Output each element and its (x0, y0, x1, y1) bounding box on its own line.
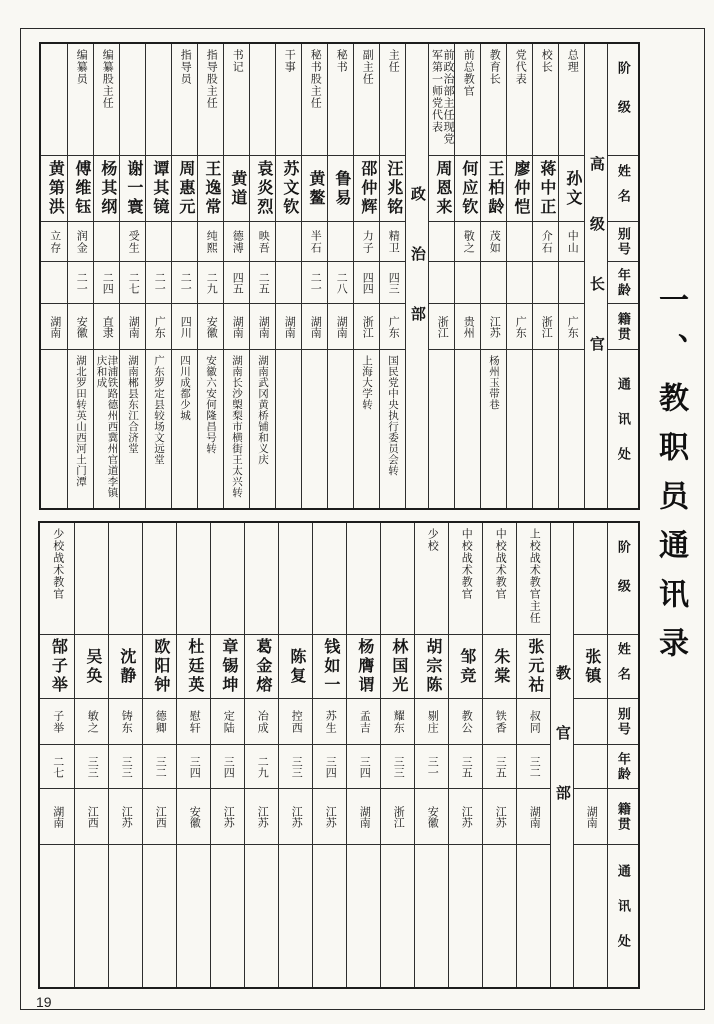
cell-age: 三四 (347, 745, 380, 789)
cell-rank (109, 523, 142, 635)
cell-alias (328, 222, 353, 262)
cell-alias (276, 222, 301, 262)
cell-alias: 敬之 (455, 222, 480, 262)
cell-native: 浙江 (533, 304, 558, 350)
cell-name: 欧阳钟 (143, 635, 176, 699)
cell-address: 广东罗定县较场文远堂 (153, 355, 166, 465)
cell-name: 廖仲恺 (507, 156, 532, 222)
cell-alias: 茂如 (481, 222, 506, 262)
cell-rank (75, 523, 108, 635)
cell-address (276, 350, 301, 508)
row-header-name: 姓名 (608, 156, 638, 222)
row-header-alias: 别号 (608, 222, 638, 262)
cell-rank: 书记 (224, 44, 249, 156)
cell-rank (143, 523, 176, 635)
cell-address (429, 350, 454, 508)
cell-alias (94, 222, 119, 262)
row-header-native: 籍贯 (608, 789, 638, 845)
cell-name: 杨膺谓 (347, 635, 380, 699)
cell-name: 葛金熔 (245, 635, 278, 699)
section-label: 高级长官 (587, 156, 605, 396)
cell-age: 二一 (172, 262, 197, 304)
cell-address: 杨州玉带巷 (488, 355, 501, 410)
cell-name: 张镇 (574, 635, 607, 699)
cell-alias: 润金 (68, 222, 93, 262)
cell-address: 四川成都少城 (179, 355, 192, 421)
cell-alias: 半石 (302, 222, 327, 262)
cell-alias: 映吾 (250, 222, 275, 262)
cell-age (429, 262, 454, 304)
cell-native: 江西 (75, 789, 108, 845)
cell-address (517, 845, 550, 987)
cell-name: 王柏龄 (481, 156, 506, 222)
cell-age (533, 262, 558, 304)
cell-age: 三二 (143, 745, 176, 789)
person-column (380, 523, 414, 987)
cell-rank: 秘书 (328, 44, 353, 156)
person-column (312, 523, 346, 987)
cell-address (347, 845, 380, 987)
cell-rank (347, 523, 380, 635)
cell-name: 蒋中正 (533, 156, 558, 222)
person-column (482, 523, 516, 987)
cell-name: 何应钦 (455, 156, 480, 222)
cell-native: 浙江 (381, 789, 414, 845)
cell-age: 三三 (109, 745, 142, 789)
cell-alias (429, 222, 454, 262)
cell-native: 江苏 (313, 789, 346, 845)
cell-rank: 前政治部主任现党军第一师党代表 (429, 44, 454, 156)
cell-native: 湖南 (40, 789, 74, 845)
cell-alias: 力子 (354, 222, 379, 262)
cell-address (211, 845, 244, 987)
cell-age: 三四 (211, 745, 244, 789)
cell-name: 胡宗陈 (415, 635, 448, 699)
cell-rank (313, 523, 346, 635)
cell-native: 湖南 (224, 304, 249, 350)
cell-alias (172, 222, 197, 262)
person-column (428, 44, 454, 508)
cell-name: 杨其纲 (94, 156, 119, 222)
cell-alias: 铁香 (483, 699, 516, 745)
cell-native: 湖南 (328, 304, 353, 350)
cell-age: 二七 (40, 745, 74, 789)
cell-native: 广东 (559, 304, 584, 350)
section-divider (550, 523, 573, 987)
cell-rank: 上校战术教官主任 (517, 523, 550, 635)
cell-name: 张元祜 (517, 635, 550, 699)
row-header-column (607, 523, 638, 987)
person-column (353, 44, 379, 508)
cell-alias: 中山 (559, 222, 584, 262)
cell-name: 苏文钦 (276, 156, 301, 222)
table-top (39, 42, 640, 510)
cell-native: 浙江 (354, 304, 379, 350)
cell-name: 邵仲辉 (354, 156, 379, 222)
cell-address: 津浦铁路德州西冀州官道李镇庆和成 (95, 355, 119, 498)
person-column (176, 523, 210, 987)
person-column (532, 44, 558, 508)
cell-alias: 苏生 (313, 699, 346, 745)
cell-alias: 控西 (279, 699, 312, 745)
cell-alias: 定陆 (211, 699, 244, 745)
cell-age: 三五 (449, 745, 482, 789)
cell-age (481, 262, 506, 304)
cell-address (40, 845, 74, 987)
cell-address: 安徽六安何隆昌号转 (205, 355, 218, 454)
cell-rank: 秘书股主任 (302, 44, 327, 156)
row-header-rank: 阶级 (608, 523, 638, 635)
person-column (108, 523, 142, 987)
cell-rank: 主任 (380, 44, 405, 156)
cell-alias: 剔庄 (415, 699, 448, 745)
cell-address (381, 845, 414, 987)
person-column (41, 44, 67, 508)
cell-name: 谢一寰 (120, 156, 145, 222)
cell-age: 三三 (279, 745, 312, 789)
cell-name: 沈静 (109, 635, 142, 699)
person-column (40, 523, 74, 987)
cell-rank (146, 44, 171, 156)
cell-address (507, 350, 532, 508)
cell-name: 郜子举 (40, 635, 74, 699)
cell-address (75, 845, 108, 987)
cell-alias: 立存 (41, 222, 67, 262)
person-column (346, 523, 380, 987)
cell-rank (177, 523, 210, 635)
cell-address (313, 845, 346, 987)
cell-native: 湖南 (517, 789, 550, 845)
cell-native: 江苏 (245, 789, 278, 845)
cell-age: 四四 (354, 262, 379, 304)
person-column (244, 523, 278, 987)
margin-section-title: 一、教职员通讯录 (654, 284, 687, 676)
cell-rank (279, 523, 312, 635)
person-column (278, 523, 312, 987)
cell-rank: 总理 (559, 44, 584, 156)
cell-age: 二一 (68, 262, 93, 304)
cell-age: 三四 (313, 745, 346, 789)
cell-rank: 党代表 (507, 44, 532, 156)
cell-age (455, 262, 480, 304)
cell-native: 贵州 (455, 304, 480, 350)
table-bottom (38, 521, 640, 989)
cell-alias: 耀东 (381, 699, 414, 745)
person-column (93, 44, 119, 508)
cell-rank: 少校战术教官 (40, 523, 74, 635)
cell-native: 广东 (380, 304, 405, 350)
cell-rank: 编纂股主任 (94, 44, 119, 156)
cell-alias: 子举 (40, 699, 74, 745)
cell-name: 鲁易 (328, 156, 353, 222)
cell-alias (146, 222, 171, 262)
cell-native: 江苏 (483, 789, 516, 845)
cell-age (559, 262, 584, 304)
cell-address (302, 350, 327, 508)
cell-native: 湖南 (347, 789, 380, 845)
cell-address (41, 350, 67, 508)
cell-name: 黄鳌 (302, 156, 327, 222)
cell-rank (574, 523, 607, 635)
cell-alias: 铸东 (109, 699, 142, 745)
cell-native: 四川 (172, 304, 197, 350)
cell-native: 江苏 (449, 789, 482, 845)
cell-name: 周恩来 (429, 156, 454, 222)
person-column (74, 523, 108, 987)
cell-native: 江苏 (481, 304, 506, 350)
cell-alias (507, 222, 532, 262)
person-column (454, 44, 480, 508)
cell-rank: 指导员 (172, 44, 197, 156)
cell-native: 安徽 (198, 304, 223, 350)
person-column (516, 523, 550, 987)
cell-native: 安徽 (177, 789, 210, 845)
row-header-age: 年龄 (608, 745, 638, 789)
page-number: 19 (36, 994, 52, 1010)
cell-age (574, 745, 607, 789)
cell-alias: 德卿 (143, 699, 176, 745)
cell-name: 杜廷英 (177, 635, 210, 699)
cell-name: 林国光 (381, 635, 414, 699)
cell-name: 章锡坤 (211, 635, 244, 699)
cell-address (574, 845, 607, 987)
section-divider (405, 44, 428, 508)
cell-age: 二九 (245, 745, 278, 789)
cell-age: 三三 (75, 745, 108, 789)
section-label: 政治部 (408, 186, 426, 366)
person-column (558, 44, 584, 508)
cell-rank: 编纂员 (68, 44, 93, 156)
cell-rank (41, 44, 67, 156)
cell-name: 王逸常 (198, 156, 223, 222)
cell-alias: 慰轩 (177, 699, 210, 745)
cell-rank: 教育长 (481, 44, 506, 156)
person-column (480, 44, 506, 508)
cell-address (449, 845, 482, 987)
cell-age: 二一 (146, 262, 171, 304)
cell-age: 二五 (250, 262, 275, 304)
cell-name: 傅维钰 (68, 156, 93, 222)
cell-address: 湖南武冈黄桥铺和义庆 (257, 355, 270, 465)
cell-address: 上海大学转 (361, 355, 374, 410)
cell-rank (381, 523, 414, 635)
cell-name: 吴奂 (75, 635, 108, 699)
cell-address (328, 350, 353, 508)
row-header-address: 通讯处 (615, 376, 631, 482)
cell-age: 三三 (381, 745, 414, 789)
cell-name: 钱如一 (313, 635, 346, 699)
cell-age: 二一 (302, 262, 327, 304)
cell-address (279, 845, 312, 987)
row-header-address: 通讯处 (615, 863, 631, 969)
cell-age: 二八 (328, 262, 353, 304)
cell-native: 湖南 (120, 304, 145, 350)
cell-age: 四三 (380, 262, 405, 304)
cell-age: 二九 (198, 262, 223, 304)
person-column (119, 44, 145, 508)
row-header-native: 籍贯 (608, 304, 638, 350)
cell-name: 陈复 (279, 635, 312, 699)
cell-age (507, 262, 532, 304)
cell-rank: 副主任 (354, 44, 379, 156)
cell-age: 三一 (415, 745, 448, 789)
cell-address (533, 350, 558, 508)
cell-alias: 孟吉 (347, 699, 380, 745)
cell-address (143, 845, 176, 987)
cell-rank: 干事 (276, 44, 301, 156)
cell-name: 黄第洪 (41, 156, 67, 222)
cell-address (245, 845, 278, 987)
row-header-column (607, 44, 638, 508)
cell-rank: 前总教官 (455, 44, 480, 156)
cell-alias: 叔同 (517, 699, 550, 745)
person-column (275, 44, 301, 508)
cell-native: 湖南 (276, 304, 301, 350)
cell-native: 浙江 (429, 304, 454, 350)
row-header-rank: 阶级 (608, 44, 638, 156)
cell-age: 二七 (120, 262, 145, 304)
person-column (414, 523, 448, 987)
cell-native: 江苏 (109, 789, 142, 845)
cell-name: 谭其镜 (146, 156, 171, 222)
cell-native: 安徽 (415, 789, 448, 845)
cell-rank: 中校战术教官 (483, 523, 516, 635)
cell-alias: 德溥 (224, 222, 249, 262)
person-column (171, 44, 197, 508)
cell-address: 湖南长沙㮾梨市横街王太兴转 (231, 355, 244, 498)
cell-name: 孙文 (559, 156, 584, 222)
cell-native: 湖南 (574, 789, 607, 845)
cell-age: 二四 (94, 262, 119, 304)
section-label: 教官部 (553, 665, 571, 845)
cell-alias: 冶成 (245, 699, 278, 745)
cell-age (41, 262, 67, 304)
person-column (249, 44, 275, 508)
cell-name: 黄道 (224, 156, 249, 222)
person-column (142, 523, 176, 987)
cell-rank (211, 523, 244, 635)
cell-address: 湖北罗田转英山西河土门潭 (75, 355, 88, 487)
person-column (197, 44, 223, 508)
person-column (327, 44, 353, 508)
cell-age (276, 262, 301, 304)
cell-address (415, 845, 448, 987)
person-column (145, 44, 171, 508)
person-column (301, 44, 327, 508)
cell-native: 江西 (143, 789, 176, 845)
cell-alias: 介石 (533, 222, 558, 262)
cell-rank (250, 44, 275, 156)
person-column (210, 523, 244, 987)
cell-alias (574, 699, 607, 745)
cell-address (455, 350, 480, 508)
cell-age: 三二 (517, 745, 550, 789)
cell-alias: 教公 (449, 699, 482, 745)
cell-age: 四五 (224, 262, 249, 304)
cell-name: 朱棠 (483, 635, 516, 699)
cell-rank (120, 44, 145, 156)
person-column (67, 44, 93, 508)
cell-address (109, 845, 142, 987)
cell-age: 三五 (483, 745, 516, 789)
cell-native: 安徽 (68, 304, 93, 350)
person-column (448, 523, 482, 987)
cell-rank: 中校战术教官 (449, 523, 482, 635)
cell-age: 三四 (177, 745, 210, 789)
cell-name: 汪兆铭 (380, 156, 405, 222)
cell-rank: 指导股主任 (198, 44, 223, 156)
cell-alias: 敏之 (75, 699, 108, 745)
section-divider (584, 44, 607, 508)
cell-rank: 校长 (533, 44, 558, 156)
cell-address: 湖南郴县东江合济堂 (127, 355, 140, 454)
cell-native: 湖南 (302, 304, 327, 350)
person-column (223, 44, 249, 508)
cell-address (177, 845, 210, 987)
cell-native: 湖南 (250, 304, 275, 350)
cell-rank (245, 523, 278, 635)
cell-address (483, 845, 516, 987)
row-header-alias: 别号 (608, 699, 638, 745)
cell-native: 直隶 (94, 304, 119, 350)
cell-native: 广东 (146, 304, 171, 350)
person-column (379, 44, 405, 508)
cell-name: 周惠元 (172, 156, 197, 222)
cell-native: 湖南 (41, 304, 67, 350)
cell-address: 国民党中央执行委员会转 (387, 355, 400, 476)
row-header-name: 姓名 (608, 635, 638, 699)
row-header-age: 年龄 (608, 262, 638, 304)
cell-alias: 受生 (120, 222, 145, 262)
cell-name: 邹竞 (449, 635, 482, 699)
cell-alias: 精卫 (380, 222, 405, 262)
cell-native: 江苏 (279, 789, 312, 845)
cell-native: 江苏 (211, 789, 244, 845)
cell-native: 广东 (507, 304, 532, 350)
cell-alias: 纯熙 (198, 222, 223, 262)
person-column (506, 44, 532, 508)
cell-rank: 少校 (415, 523, 448, 635)
person-column (573, 523, 607, 987)
cell-address (559, 350, 584, 508)
cell-name: 袁炎烈 (250, 156, 275, 222)
